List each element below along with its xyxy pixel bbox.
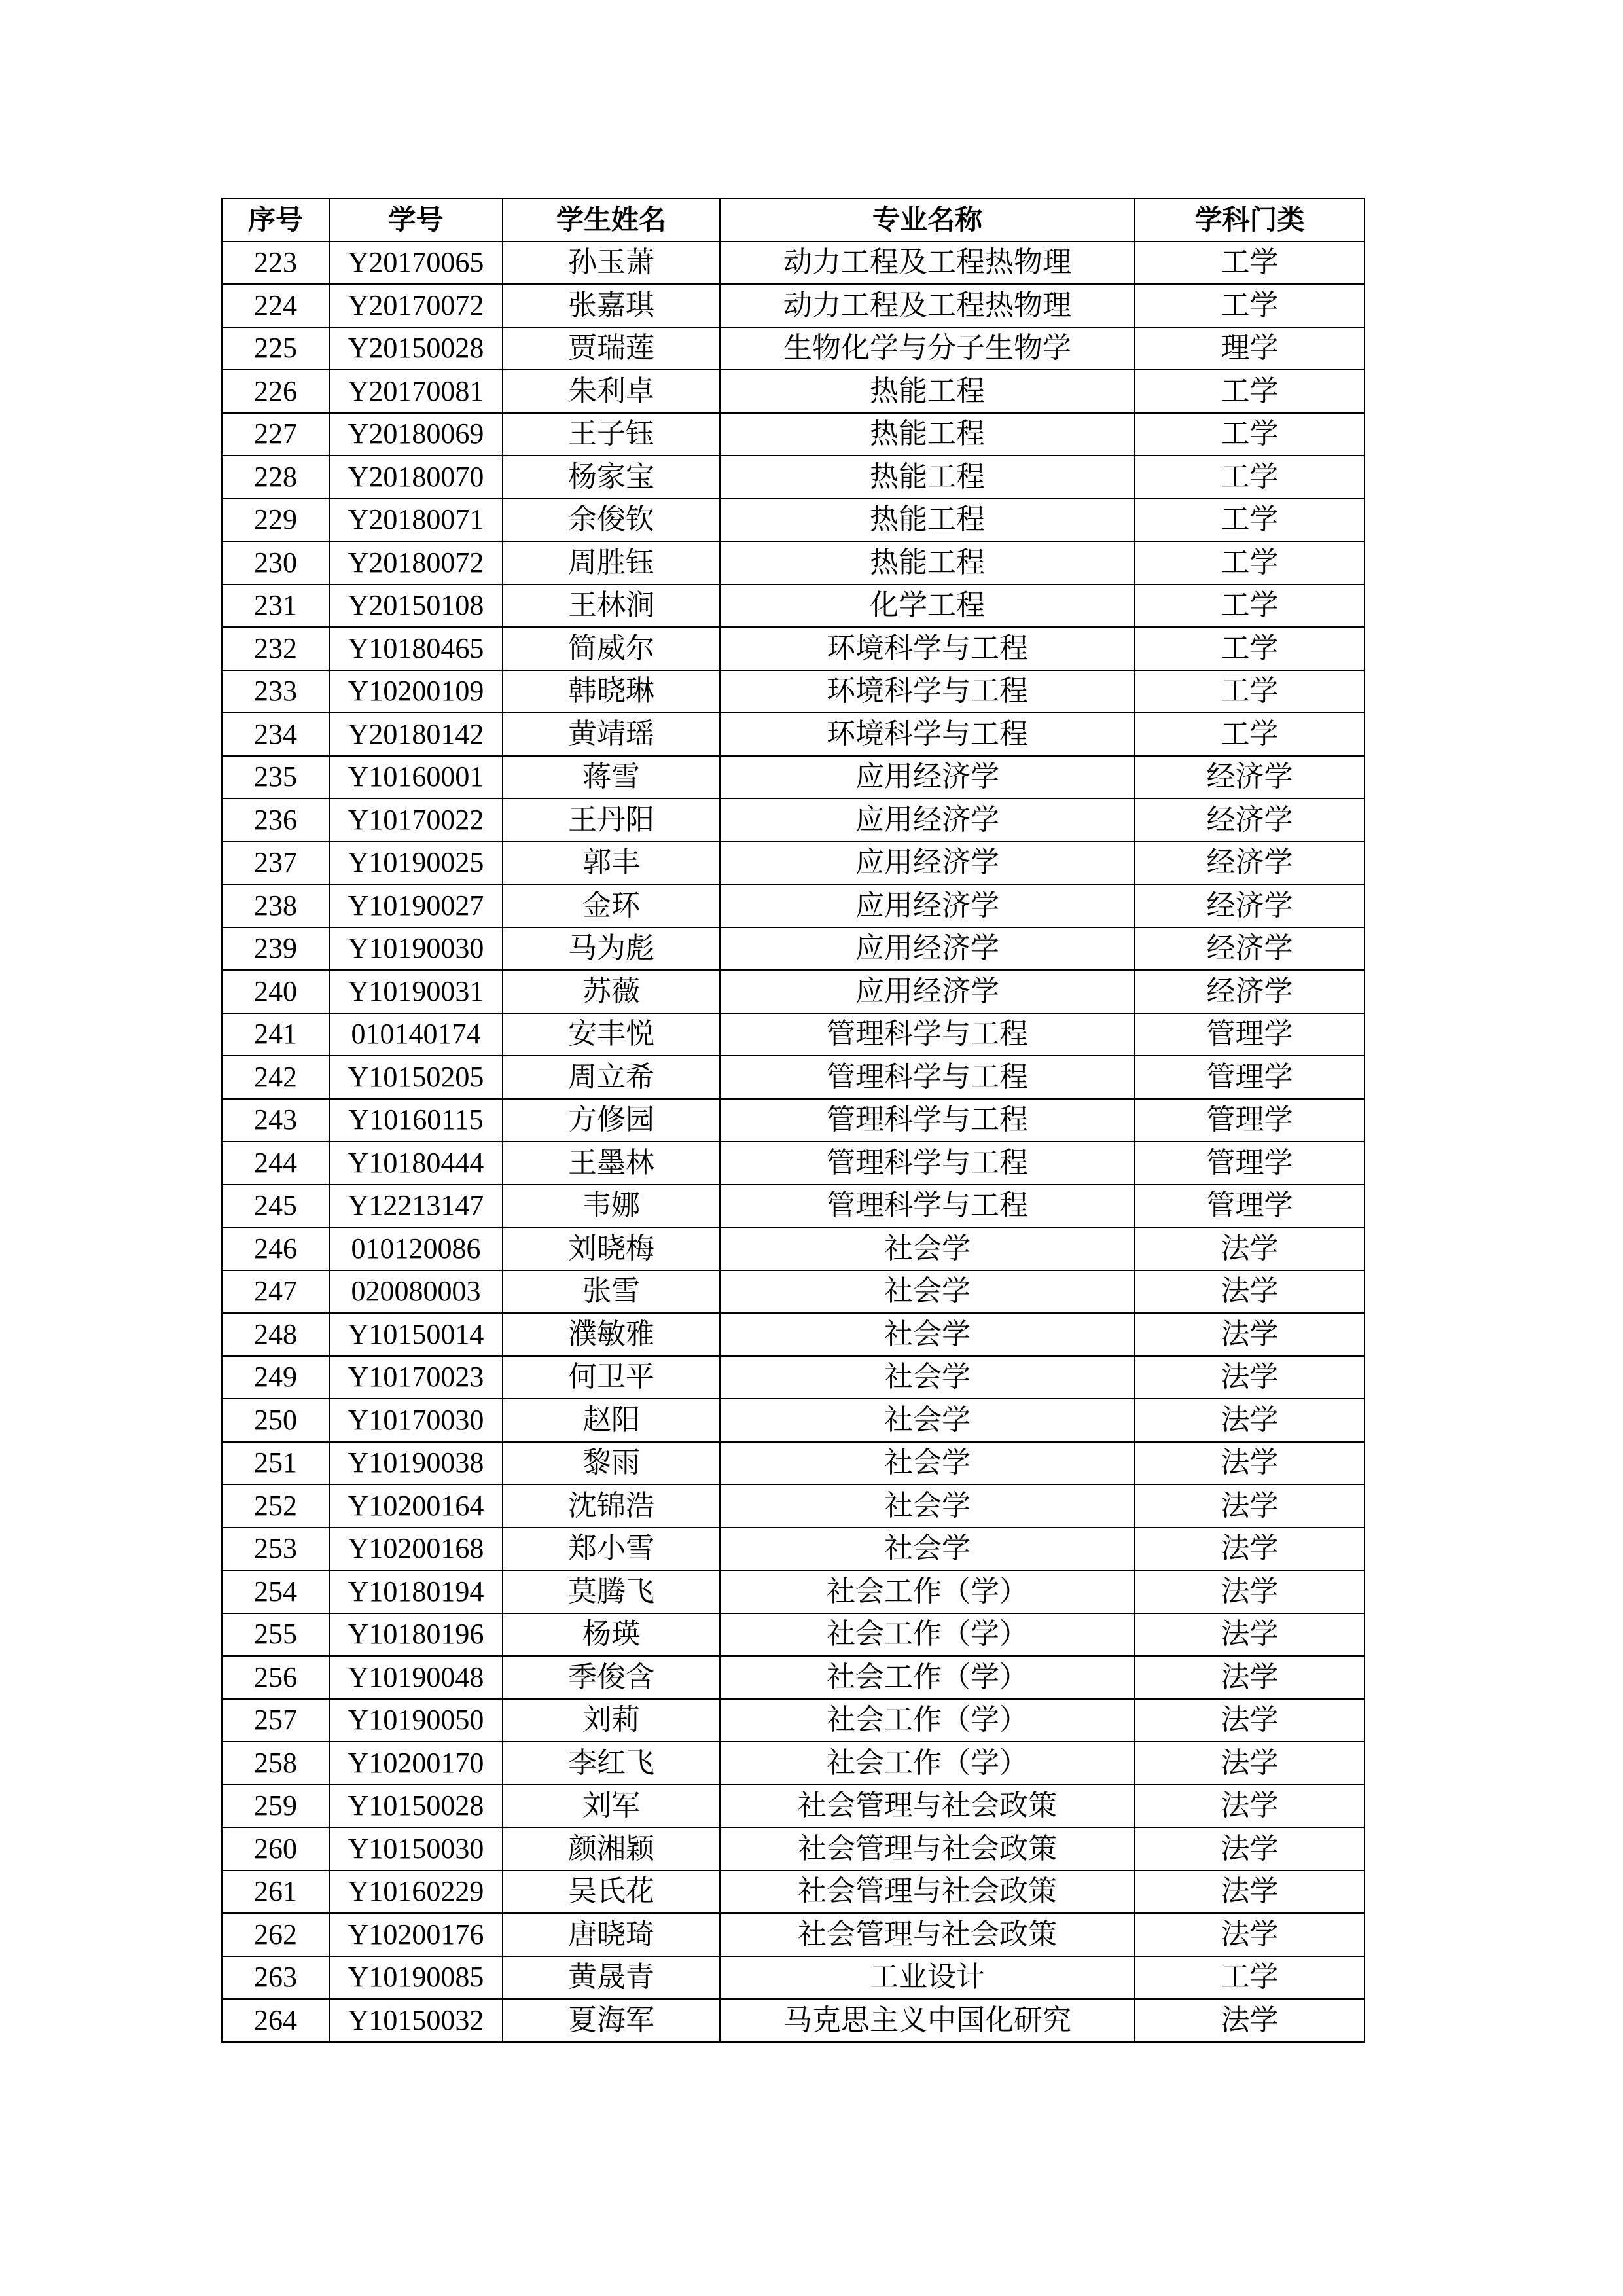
table-row (222, 1185, 1364, 1228)
table-row (222, 1570, 1364, 1613)
cell-student-id: 010140174 (329, 1013, 503, 1056)
cell-discipline: 法学 (1135, 1484, 1364, 1528)
cell-seq: 254 (222, 1570, 329, 1613)
cell-seq: 252 (222, 1484, 329, 1528)
cell-seq: 256 (222, 1656, 329, 1699)
cell-major: 热能工程 (720, 456, 1135, 499)
table-row (222, 1356, 1364, 1399)
cell-major: 社会学 (720, 1270, 1135, 1314)
cell-student-name: 唐晓琦 (503, 1913, 720, 1956)
cell-major: 社会工作（学） (720, 1613, 1135, 1657)
cell-discipline: 工学 (1135, 413, 1364, 456)
table-row (222, 1528, 1364, 1571)
cell-major: 动力工程及工程热物理 (720, 284, 1135, 327)
header-major: 专业名称 (720, 198, 1135, 242)
cell-major: 热能工程 (720, 499, 1135, 542)
cell-major: 社会学 (720, 1528, 1135, 1571)
cell-seq: 253 (222, 1528, 329, 1571)
cell-discipline: 管理学 (1135, 1099, 1364, 1142)
cell-discipline: 经济学 (1135, 798, 1364, 842)
cell-student-name: 韦娜 (503, 1185, 720, 1228)
cell-student-id: Y10160001 (329, 756, 503, 799)
cell-major: 社会管理与社会政策 (720, 1827, 1135, 1871)
cell-discipline: 法学 (1135, 1999, 1364, 2042)
table-row (222, 1484, 1364, 1528)
cell-student-name: 周立希 (503, 1056, 720, 1099)
cell-seq: 231 (222, 584, 329, 628)
cell-seq: 229 (222, 499, 329, 542)
cell-student-name: 沈锦浩 (503, 1484, 720, 1528)
cell-major: 环境科学与工程 (720, 627, 1135, 670)
cell-student-name: 赵阳 (503, 1399, 720, 1442)
cell-discipline: 管理学 (1135, 1141, 1364, 1185)
cell-discipline: 法学 (1135, 1399, 1364, 1442)
table-row (222, 1699, 1364, 1742)
cell-major: 管理科学与工程 (720, 1056, 1135, 1099)
cell-major: 社会学 (720, 1399, 1135, 1442)
cell-discipline: 工学 (1135, 456, 1364, 499)
cell-seq: 262 (222, 1913, 329, 1956)
cell-student-name: 吴氏花 (503, 1871, 720, 1914)
cell-student-id: Y10150028 (329, 1785, 503, 1828)
cell-discipline: 工学 (1135, 242, 1364, 285)
cell-major: 动力工程及工程热物理 (720, 242, 1135, 285)
table-row (222, 1056, 1364, 1099)
cell-student-name: 周胜钰 (503, 541, 720, 584)
cell-student-name: 方修园 (503, 1099, 720, 1142)
table-row (222, 456, 1364, 499)
cell-student-id: Y20170065 (329, 242, 503, 285)
cell-student-name: 郭丰 (503, 842, 720, 885)
cell-major: 管理科学与工程 (720, 1185, 1135, 1228)
cell-major: 社会管理与社会政策 (720, 1913, 1135, 1956)
table-row (222, 1099, 1364, 1142)
cell-major: 环境科学与工程 (720, 713, 1135, 756)
table-row (222, 1141, 1364, 1185)
cell-discipline: 法学 (1135, 1270, 1364, 1314)
cell-student-name: 张雪 (503, 1270, 720, 1314)
cell-major: 社会管理与社会政策 (720, 1785, 1135, 1828)
cell-seq: 226 (222, 370, 329, 413)
table-row (222, 284, 1364, 327)
cell-major: 环境科学与工程 (720, 670, 1135, 713)
cell-seq: 227 (222, 413, 329, 456)
cell-seq: 242 (222, 1056, 329, 1099)
table-body (222, 242, 1364, 2042)
cell-seq: 235 (222, 756, 329, 799)
cell-discipline: 法学 (1135, 1442, 1364, 1485)
cell-student-id: Y10190048 (329, 1656, 503, 1699)
cell-discipline: 工学 (1135, 1956, 1364, 2000)
cell-student-name: 王丹阳 (503, 798, 720, 842)
cell-student-name: 贾瑞莲 (503, 327, 720, 370)
table-row (222, 584, 1364, 628)
cell-student-name: 朱利卓 (503, 370, 720, 413)
cell-seq: 258 (222, 1742, 329, 1785)
cell-student-name: 刘军 (503, 1785, 720, 1828)
cell-student-name: 韩晓琳 (503, 670, 720, 713)
header-student-id: 学号 (329, 198, 503, 242)
cell-student-name: 蒋雪 (503, 756, 720, 799)
cell-discipline: 工学 (1135, 584, 1364, 628)
cell-seq: 240 (222, 970, 329, 1013)
cell-student-name: 黄晟青 (503, 1956, 720, 2000)
cell-student-id: Y10150205 (329, 1056, 503, 1099)
cell-student-id: Y10150014 (329, 1313, 503, 1356)
table-row (222, 1442, 1364, 1485)
cell-seq: 232 (222, 627, 329, 670)
cell-student-name: 何卫平 (503, 1356, 720, 1399)
cell-discipline: 法学 (1135, 1313, 1364, 1356)
cell-student-id: Y10200168 (329, 1528, 503, 1571)
table-row (222, 1871, 1364, 1914)
cell-seq: 259 (222, 1785, 329, 1828)
cell-student-name: 苏薇 (503, 970, 720, 1013)
cell-discipline: 理学 (1135, 327, 1364, 370)
cell-major: 应用经济学 (720, 756, 1135, 799)
cell-seq: 246 (222, 1227, 329, 1270)
cell-seq: 224 (222, 284, 329, 327)
cell-student-name: 张嘉琪 (503, 284, 720, 327)
cell-discipline: 法学 (1135, 1871, 1364, 1914)
cell-student-name: 郑小雪 (503, 1528, 720, 1571)
cell-student-id: Y10180196 (329, 1613, 503, 1657)
cell-seq: 263 (222, 1956, 329, 2000)
cell-seq: 234 (222, 713, 329, 756)
cell-student-name: 杨瑛 (503, 1613, 720, 1657)
cell-student-id: Y10150030 (329, 1827, 503, 1871)
cell-seq: 228 (222, 456, 329, 499)
cell-seq: 260 (222, 1827, 329, 1871)
cell-student-id: Y10200176 (329, 1913, 503, 1956)
cell-student-id: 020080003 (329, 1270, 503, 1314)
cell-discipline: 经济学 (1135, 842, 1364, 885)
cell-student-id: Y10200170 (329, 1742, 503, 1785)
cell-seq: 250 (222, 1399, 329, 1442)
cell-student-name: 简威尔 (503, 627, 720, 670)
cell-discipline: 工学 (1135, 284, 1364, 327)
cell-major: 工业设计 (720, 1956, 1135, 2000)
table-row (222, 713, 1364, 756)
cell-student-id: Y20150028 (329, 327, 503, 370)
cell-discipline: 法学 (1135, 1699, 1364, 1742)
cell-student-name: 杨家宝 (503, 456, 720, 499)
cell-discipline: 管理学 (1135, 1013, 1364, 1056)
cell-student-id: 010120086 (329, 1227, 503, 1270)
cell-major: 热能工程 (720, 413, 1135, 456)
table-row (222, 327, 1364, 370)
table-row (222, 1227, 1364, 1270)
table-row (222, 842, 1364, 885)
cell-student-name: 孙玉萧 (503, 242, 720, 285)
cell-seq: 239 (222, 927, 329, 971)
table-row (222, 1613, 1364, 1657)
table-row (222, 1913, 1364, 1956)
cell-seq: 236 (222, 798, 329, 842)
table-row (222, 756, 1364, 799)
cell-student-name: 颜湘颖 (503, 1827, 720, 1871)
cell-student-name: 刘莉 (503, 1699, 720, 1742)
cell-student-id: Y10160229 (329, 1871, 503, 1914)
cell-student-name: 濮敏雅 (503, 1313, 720, 1356)
cell-student-id: Y10190031 (329, 970, 503, 1013)
cell-student-name: 莫腾飞 (503, 1570, 720, 1613)
header-row (222, 198, 1364, 242)
cell-student-name: 余俊钦 (503, 499, 720, 542)
table-row (222, 1313, 1364, 1356)
cell-discipline: 工学 (1135, 499, 1364, 542)
cell-student-id: Y10160115 (329, 1099, 503, 1142)
cell-seq: 264 (222, 1999, 329, 2042)
table-row (222, 1399, 1364, 1442)
cell-student-name: 马为彪 (503, 927, 720, 971)
cell-discipline: 法学 (1135, 1227, 1364, 1270)
cell-seq: 223 (222, 242, 329, 285)
cell-student-id: Y10170023 (329, 1356, 503, 1399)
cell-major: 管理科学与工程 (720, 1141, 1135, 1185)
cell-student-id: Y20150108 (329, 584, 503, 628)
table-row (222, 884, 1364, 927)
cell-student-id: Y10190027 (329, 884, 503, 927)
cell-student-name: 黎雨 (503, 1442, 720, 1485)
cell-student-id: Y10190050 (329, 1699, 503, 1742)
cell-student-name: 王子钰 (503, 413, 720, 456)
cell-student-id: Y10190038 (329, 1442, 503, 1485)
cell-student-id: Y10170022 (329, 798, 503, 842)
cell-student-id: Y20180069 (329, 413, 503, 456)
cell-student-name: 夏海军 (503, 1999, 720, 2042)
cell-seq: 230 (222, 541, 329, 584)
table-row (222, 370, 1364, 413)
cell-discipline: 工学 (1135, 713, 1364, 756)
table-row (222, 627, 1364, 670)
cell-discipline: 经济学 (1135, 970, 1364, 1013)
cell-student-id: Y10180465 (329, 627, 503, 670)
cell-student-id: Y10190025 (329, 842, 503, 885)
cell-student-name: 季俊含 (503, 1656, 720, 1699)
student-table (221, 198, 1365, 2043)
cell-major: 应用经济学 (720, 842, 1135, 885)
cell-major: 马克思主义中国化研究 (720, 1999, 1135, 2042)
cell-student-id: Y12213147 (329, 1185, 503, 1228)
cell-seq: 255 (222, 1613, 329, 1657)
cell-major: 社会学 (720, 1442, 1135, 1485)
cell-discipline: 管理学 (1135, 1056, 1364, 1099)
cell-major: 化学工程 (720, 584, 1135, 628)
cell-student-name: 王林涧 (503, 584, 720, 628)
cell-discipline: 法学 (1135, 1742, 1364, 1785)
header-discipline: 学科门类 (1135, 198, 1364, 242)
table-row (222, 670, 1364, 713)
cell-student-id: Y20170081 (329, 370, 503, 413)
cell-seq: 238 (222, 884, 329, 927)
cell-seq: 261 (222, 1871, 329, 1914)
cell-discipline: 经济学 (1135, 756, 1364, 799)
cell-discipline: 管理学 (1135, 1185, 1364, 1228)
cell-discipline: 经济学 (1135, 884, 1364, 927)
cell-seq: 233 (222, 670, 329, 713)
cell-discipline: 法学 (1135, 1570, 1364, 1613)
cell-student-name: 安丰悦 (503, 1013, 720, 1056)
table-row (222, 413, 1364, 456)
cell-major: 热能工程 (720, 370, 1135, 413)
header-student-name: 学生姓名 (503, 198, 720, 242)
cell-discipline: 经济学 (1135, 927, 1364, 971)
cell-major: 应用经济学 (720, 884, 1135, 927)
cell-student-id: Y20180072 (329, 541, 503, 584)
cell-student-id: Y10180444 (329, 1141, 503, 1185)
cell-discipline: 工学 (1135, 370, 1364, 413)
table-row (222, 970, 1364, 1013)
cell-major: 社会工作（学） (720, 1699, 1135, 1742)
cell-major: 管理科学与工程 (720, 1099, 1135, 1142)
cell-major: 社会管理与社会政策 (720, 1871, 1135, 1914)
cell-student-id: Y10190030 (329, 927, 503, 971)
table-row (222, 1956, 1364, 2000)
cell-major: 社会学 (720, 1227, 1135, 1270)
cell-student-id: Y20180142 (329, 713, 503, 756)
table-row (222, 1656, 1364, 1699)
cell-discipline: 工学 (1135, 627, 1364, 670)
cell-major: 生物化学与分子生物学 (720, 327, 1135, 370)
cell-seq: 243 (222, 1099, 329, 1142)
cell-discipline: 法学 (1135, 1785, 1364, 1828)
table-row (222, 541, 1364, 584)
cell-discipline: 工学 (1135, 670, 1364, 713)
cell-student-id: Y10190085 (329, 1956, 503, 2000)
cell-seq: 248 (222, 1313, 329, 1356)
cell-discipline: 法学 (1135, 1827, 1364, 1871)
table-row (222, 1742, 1364, 1785)
cell-student-name: 刘晓梅 (503, 1227, 720, 1270)
cell-seq: 245 (222, 1185, 329, 1228)
cell-student-id: Y20180070 (329, 456, 503, 499)
cell-major: 应用经济学 (720, 798, 1135, 842)
cell-discipline: 法学 (1135, 1613, 1364, 1657)
cell-student-id: Y20180071 (329, 499, 503, 542)
cell-major: 社会学 (720, 1484, 1135, 1528)
cell-student-name: 王墨林 (503, 1141, 720, 1185)
cell-major: 社会学 (720, 1356, 1135, 1399)
cell-student-id: Y10200164 (329, 1484, 503, 1528)
cell-student-id: Y10150032 (329, 1999, 503, 2042)
cell-seq: 244 (222, 1141, 329, 1185)
table-row (222, 1785, 1364, 1828)
cell-major: 社会工作（学） (720, 1742, 1135, 1785)
table-row (222, 1827, 1364, 1871)
cell-discipline: 法学 (1135, 1913, 1364, 1956)
cell-major: 社会学 (720, 1313, 1135, 1356)
cell-student-name: 黄靖瑶 (503, 713, 720, 756)
cell-student-id: Y10180194 (329, 1570, 503, 1613)
cell-seq: 237 (222, 842, 329, 885)
table-row (222, 927, 1364, 971)
cell-discipline: 工学 (1135, 541, 1364, 584)
cell-discipline: 法学 (1135, 1356, 1364, 1399)
cell-major: 应用经济学 (720, 927, 1135, 971)
cell-seq: 247 (222, 1270, 329, 1314)
cell-seq: 225 (222, 327, 329, 370)
cell-student-name: 金环 (503, 884, 720, 927)
header-seq: 序号 (222, 198, 329, 242)
table-row (222, 242, 1364, 285)
cell-major: 社会工作（学） (720, 1570, 1135, 1613)
table-row (222, 499, 1364, 542)
cell-student-id: Y10200109 (329, 670, 503, 713)
cell-discipline: 法学 (1135, 1656, 1364, 1699)
cell-major: 应用经济学 (720, 970, 1135, 1013)
cell-student-name: 李红飞 (503, 1742, 720, 1785)
cell-discipline: 法学 (1135, 1528, 1364, 1571)
cell-major: 管理科学与工程 (720, 1013, 1135, 1056)
cell-seq: 257 (222, 1699, 329, 1742)
cell-major: 热能工程 (720, 541, 1135, 584)
cell-student-id: Y10170030 (329, 1399, 503, 1442)
table-row (222, 1270, 1364, 1314)
cell-major: 社会工作（学） (720, 1656, 1135, 1699)
table-row (222, 1999, 1364, 2042)
cell-seq: 251 (222, 1442, 329, 1485)
table-row (222, 1013, 1364, 1056)
cell-seq: 249 (222, 1356, 329, 1399)
table-row (222, 798, 1364, 842)
cell-student-id: Y20170072 (329, 284, 503, 327)
cell-seq: 241 (222, 1013, 329, 1056)
